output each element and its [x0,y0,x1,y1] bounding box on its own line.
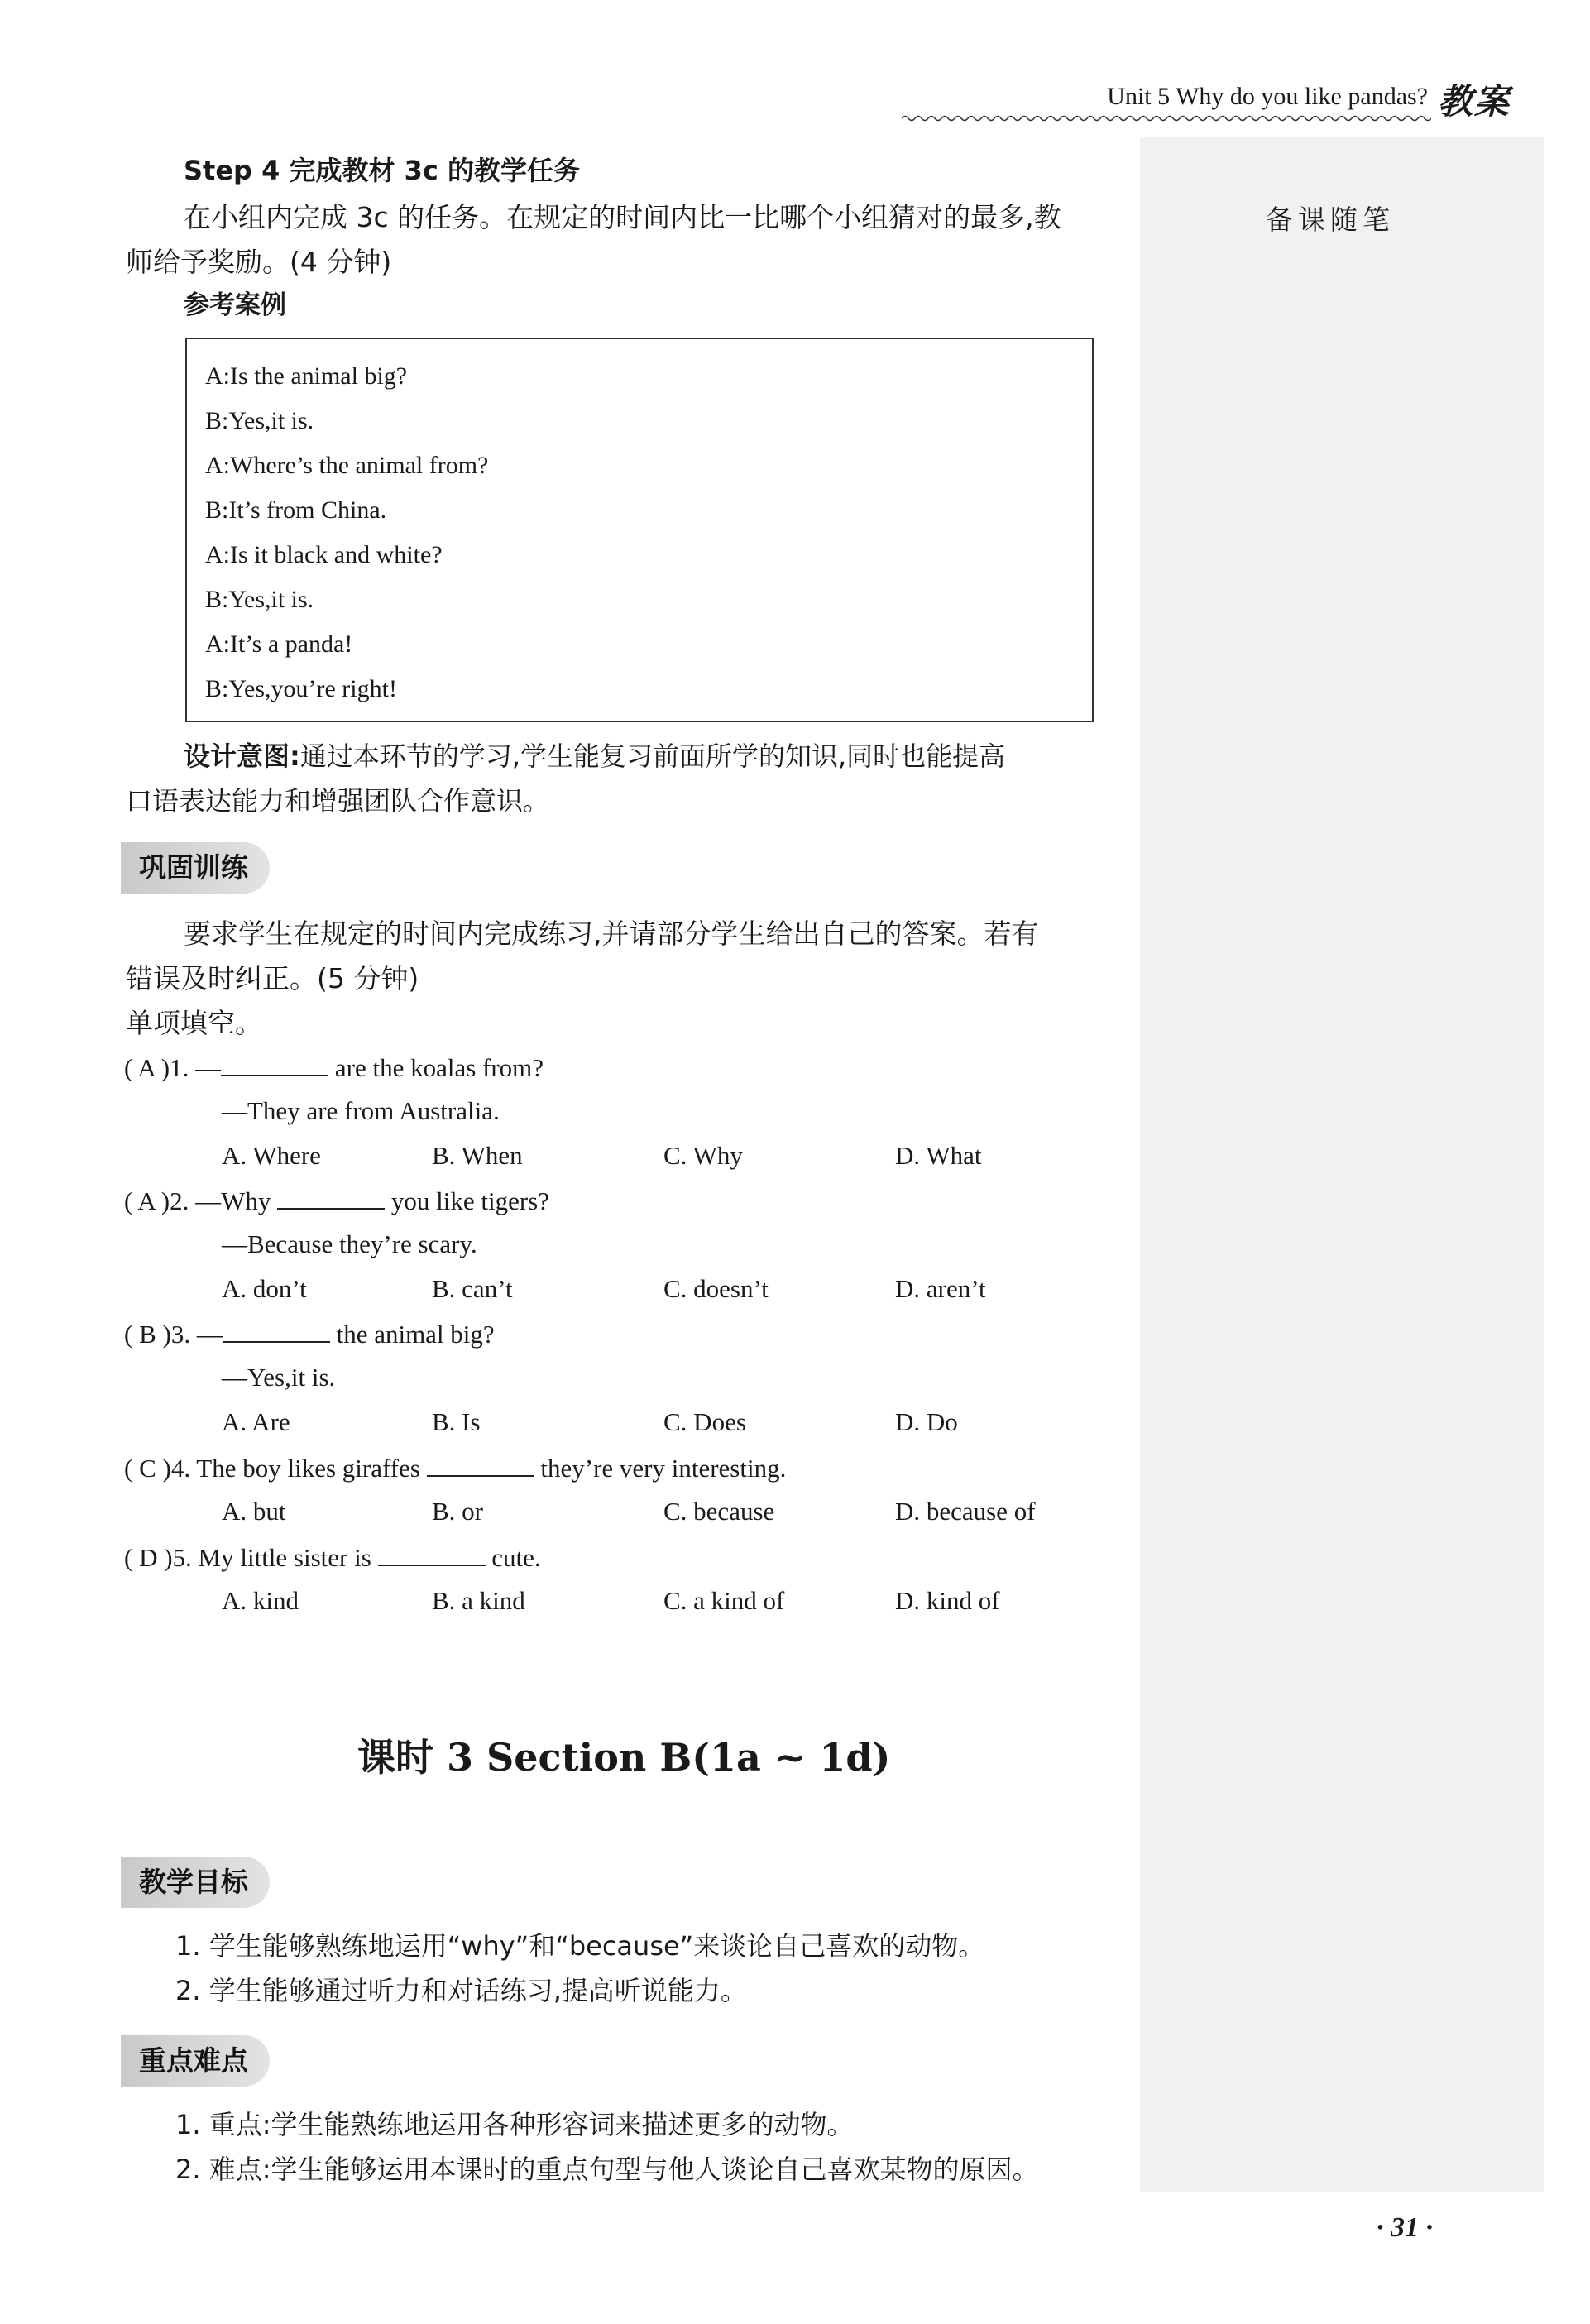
option: A. but [222,1497,286,1526]
question-stem-start: 5. My little sister is [172,1543,378,1572]
option: C. a kind of [663,1586,785,1615]
answer-blank [378,1543,486,1566]
dialogue-line: B:Yes,it is. [205,407,314,434]
option: C. because [663,1497,775,1526]
dialogue-line: A:Where’s the animal from? [205,452,489,479]
goal-item: 2. 学生能够通过听力和对话练习,提高听说能力。 [175,1975,747,2006]
consolidation-tag: 巩固训练 [121,842,270,894]
exercise-type: 单项填空。 [126,1007,262,1039]
step4-heading: Step 4 完成教材 3c 的教学任务 [184,155,581,186]
answer-blank [223,1320,330,1343]
option: B. Is [432,1407,481,1436]
question-5 [124,1543,541,1570]
question-3-reply: —Yes,it is. [222,1363,336,1392]
option: D. What [895,1141,982,1170]
option: A. kind [222,1586,299,1615]
answer-key: ( A ) [124,1053,170,1082]
dialogue-line: B:Yes,it is. [205,586,314,613]
question-3 [124,1320,495,1347]
design-intent-text: 通过本环节的学习,学生能复习前面所学的知识,同时也能提高 [299,740,1006,772]
question-stem-start: 3. — [170,1320,223,1349]
answer-key: ( A ) [124,1186,170,1215]
step4-instruction-line2: 师给予奖励。(4 分钟) [126,246,392,278]
option: D. because of [895,1497,1036,1526]
option: A. don’t [222,1274,307,1303]
question-stem-start: 2. —Why [170,1186,278,1215]
dialogue-line: A:It’s a panda! [205,630,353,658]
option: C. doesn’t [663,1274,769,1303]
question-stem-end: the animal big? [329,1320,495,1349]
consolidation-instruction-line1: 要求学生在规定的时间内完成练习,并请部分学生给出自己的答案。若有 [184,918,1039,950]
option: A. Are [222,1407,290,1436]
page-number: · 31 · [1377,2212,1433,2243]
key-points-tag: 重点难点 [121,2035,270,2087]
answer-blank [221,1053,328,1076]
answer-key: ( D ) [124,1543,173,1572]
question-stem-start: 4. The boy likes giraffes [170,1454,427,1483]
step4-instruction-line1: 在小组内完成 3c 的任务。在规定的时间内比一比哪个小组猜对的最多,教 [184,201,1061,233]
question-stem-end: are the koalas from? [328,1053,544,1082]
design-intent-line2: 口语表达能力和增强团队合作意识。 [126,785,550,817]
brand-label: 教案 [1437,81,1511,122]
notes-margin [1140,137,1544,2192]
option: B. When [432,1141,523,1170]
design-intent-label: 设计意图: [184,740,300,772]
dialogue-line: A:Is it black and white? [205,541,443,568]
dialogue-line: A:Is the animal big? [205,362,408,390]
option: D. aren’t [895,1274,986,1303]
question-stem-end: they’re very interesting. [534,1454,787,1483]
goal-item: 1. 学生能够熟练地运用“why”和“because”来谈论自己喜欢的动物。 [175,1930,985,1962]
design-intent-line1 [184,740,1006,772]
question-4 [124,1454,786,1481]
option: C. Why [663,1141,743,1170]
dialogue-line: B:Yes,you’re right! [205,675,397,702]
key-point-item: 1. 重点:学生能熟练地运用各种形容词来描述更多的动物。 [175,2109,854,2140]
question-stem-end: you like tigers? [385,1186,550,1215]
answer-blank [277,1186,385,1210]
answer-blank [427,1454,534,1477]
option: C. Does [663,1407,746,1436]
option: B. a kind [432,1586,525,1615]
question-stem-start: 1. — [170,1053,222,1082]
option: B. or [432,1497,483,1526]
key-point-item: 2. 难点:学生能够运用本课时的重点句型与他人谈论自己喜欢某物的原因。 [175,2154,1039,2185]
lesson-title: 课时 3 Section B(1a ~ 1d) [357,1735,891,1780]
option: A. Where [222,1141,321,1170]
option: D. Do [895,1407,958,1436]
question-stem-end: cute. [485,1543,541,1572]
sidebar-note-label: 备课随笔 [1266,204,1395,236]
question-2 [124,1186,549,1214]
question-1-reply: —They are from Australia. [222,1096,500,1125]
answer-key: ( C ) [124,1454,171,1483]
option: B. can’t [432,1274,513,1303]
dialogue-box [185,338,1094,722]
question-2-reply: —Because they’re scary. [222,1229,477,1258]
unit-title: Unit 5 Why do you like pandas? [1107,83,1428,110]
reference-label: 参考案例 [184,290,286,320]
consolidation-instruction-line2: 错误及时纠正。(5 分钟) [126,962,419,994]
question-1 [124,1053,544,1081]
option: D. kind of [895,1586,1000,1615]
dialogue-line: B:It’s from China. [205,496,387,524]
header-wave-rule [902,114,1431,122]
answer-key: ( B ) [124,1320,171,1349]
page-header [902,76,1511,126]
teaching-goals-tag: 教学目标 [121,1857,270,1908]
